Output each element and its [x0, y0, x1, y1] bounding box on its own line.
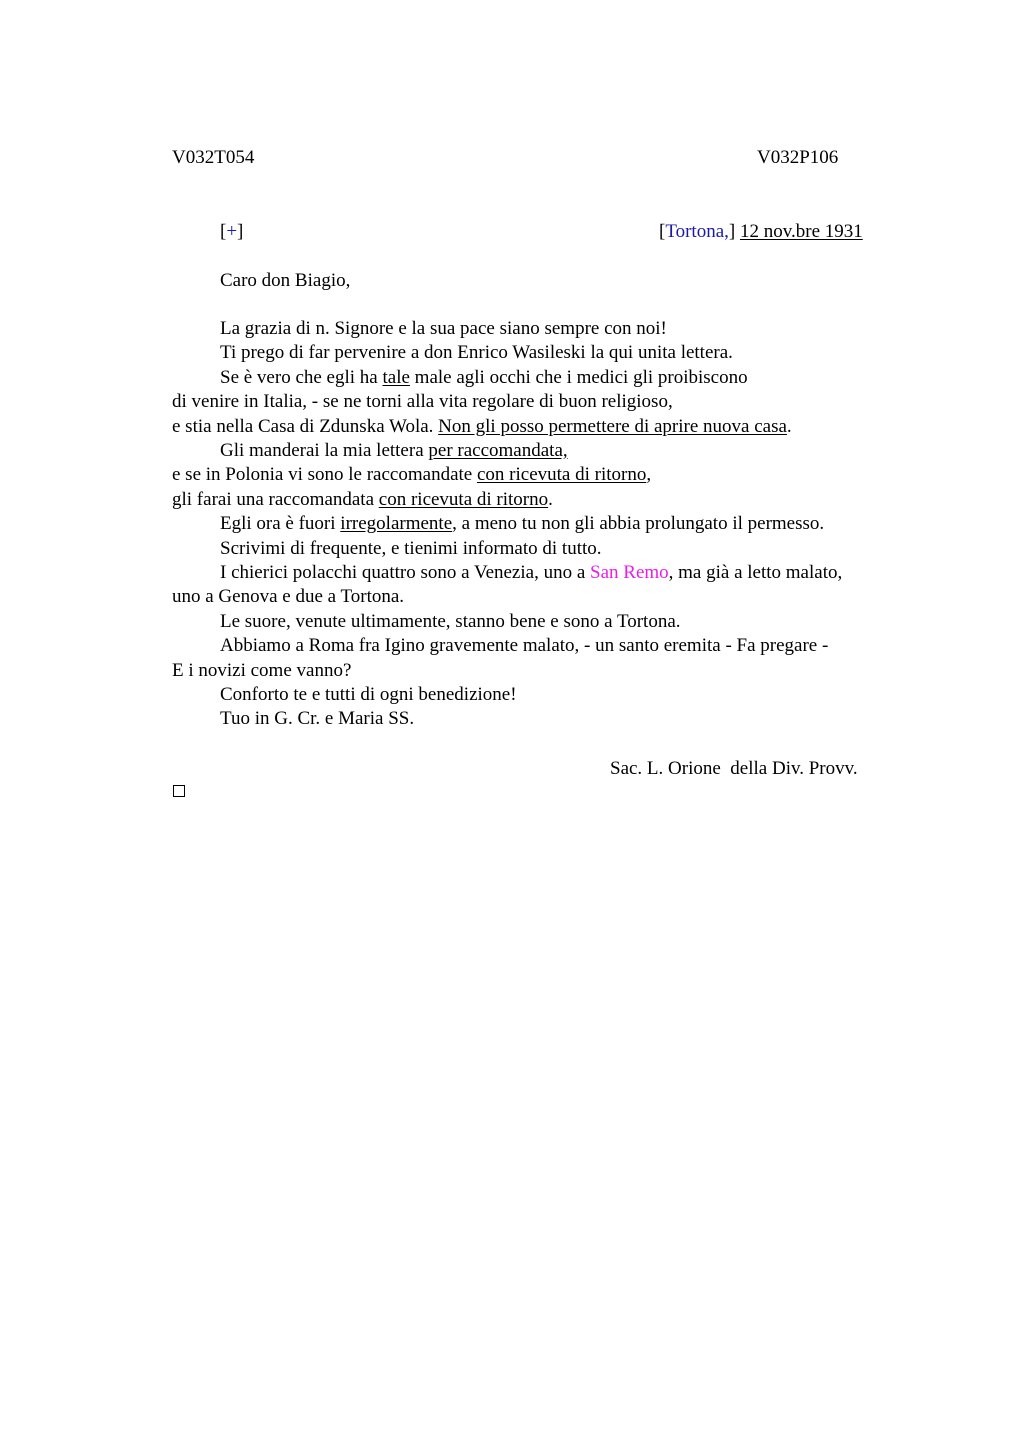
- letter-text: .: [548, 489, 553, 510]
- cross-marker: [220, 220, 243, 244]
- bracket-open: [: [220, 221, 227, 242]
- end-of-document-box-icon: [173, 785, 185, 797]
- letter-text: Conforto te e tutti di ogni benedizione!: [220, 684, 517, 705]
- place-name: Tortona,: [665, 221, 729, 242]
- letter-text: La grazia di n. Signore e la sua pace siano sempre con noi!: [220, 318, 667, 339]
- letter-text: Scrivimi di frequente, e tienimi informato di tutto.: [220, 538, 602, 559]
- letter-line: [220, 537, 602, 561]
- letter-line: [220, 634, 828, 658]
- letter-line: [220, 439, 568, 463]
- letter-text: e se in Polonia vi sono le raccomandate: [172, 464, 477, 485]
- signature: Sac. L. Orione della Div. Provv.: [610, 758, 858, 779]
- cross-icon: +: [226, 221, 238, 242]
- document-code-left: V032T054: [172, 147, 255, 168]
- letter-text: tale: [382, 367, 410, 388]
- letter-text: Egli ora è fuori: [220, 513, 341, 534]
- letter-text: con ricevuta di ritorno: [476, 464, 647, 485]
- letter-text: irregolarmente: [340, 513, 453, 534]
- letter-text: e stia nella Casa di Zdunska Wola.: [172, 416, 439, 437]
- letter-date: 12 nov.bre 1931: [739, 221, 863, 242]
- letter-text: Le suore, venute ultimamente, stanno bene e sono a Tortona.: [220, 611, 681, 632]
- document-code-right: V032P106: [757, 147, 839, 168]
- letter-text: San Remo: [590, 562, 669, 583]
- letter-text: di venire in Italia, - se ne torni alla vita regolare di buon religioso,: [172, 391, 673, 412]
- letter-text: uno a Genova e due a Tortona.: [172, 586, 405, 607]
- letter-text: Se è vero che egli ha: [220, 367, 383, 388]
- letter-line: [220, 561, 842, 585]
- letter-line: [220, 683, 517, 707]
- letter-line: [220, 707, 414, 731]
- letter-text: ,: [646, 464, 652, 485]
- place-date: [659, 220, 863, 244]
- letter-line: [220, 341, 733, 365]
- salutation: Caro don Biagio,: [220, 270, 351, 291]
- letter-text: , a meno tu non gli abbia prolungato il permesso.: [452, 513, 825, 534]
- letter-text: Non gli posso permettere di aprire nuova casa: [438, 416, 787, 437]
- letter-line: [172, 390, 673, 414]
- letter-line: [172, 463, 651, 487]
- place-bracket-close: ]: [728, 221, 736, 242]
- bracket-close: ]: [237, 221, 244, 242]
- letter-text: Gli manderai la mia lettera: [220, 440, 429, 461]
- letter-text: Ti prego di far pervenire a don Enrico Wasileski la qui unita lettera.: [220, 342, 733, 363]
- letter-text: , ma già a letto malato,: [668, 562, 843, 583]
- letter-line: [220, 366, 748, 390]
- letter-text: per raccomandata,: [428, 440, 568, 461]
- letter-text: .: [786, 416, 792, 437]
- letter-line: [172, 415, 792, 439]
- letter-text: Tuo in G. Cr. e Maria SS.: [220, 708, 415, 729]
- letter-line: [172, 585, 404, 609]
- letter-text: I chierici polacchi quattro sono a Venezia, uno a: [220, 562, 591, 583]
- letter-text: E i novizi come vanno?: [172, 660, 352, 681]
- letter-line: [172, 659, 351, 683]
- letter-text: male agli occhi che i medici gli proibiscono: [409, 367, 748, 388]
- letter-line: [220, 317, 667, 341]
- letter-line: [172, 488, 553, 512]
- place-bracket-open: [: [659, 221, 666, 242]
- letter-text: con ricevuta di ritorno: [378, 489, 549, 510]
- letter-line: [220, 610, 681, 634]
- letter-line: [220, 512, 824, 536]
- letter-text: gli farai una raccomandata: [172, 489, 379, 510]
- letter-text: Abbiamo a Roma fra Igino gravemente malato, - un santo eremita - Fa pregare -: [220, 635, 829, 656]
